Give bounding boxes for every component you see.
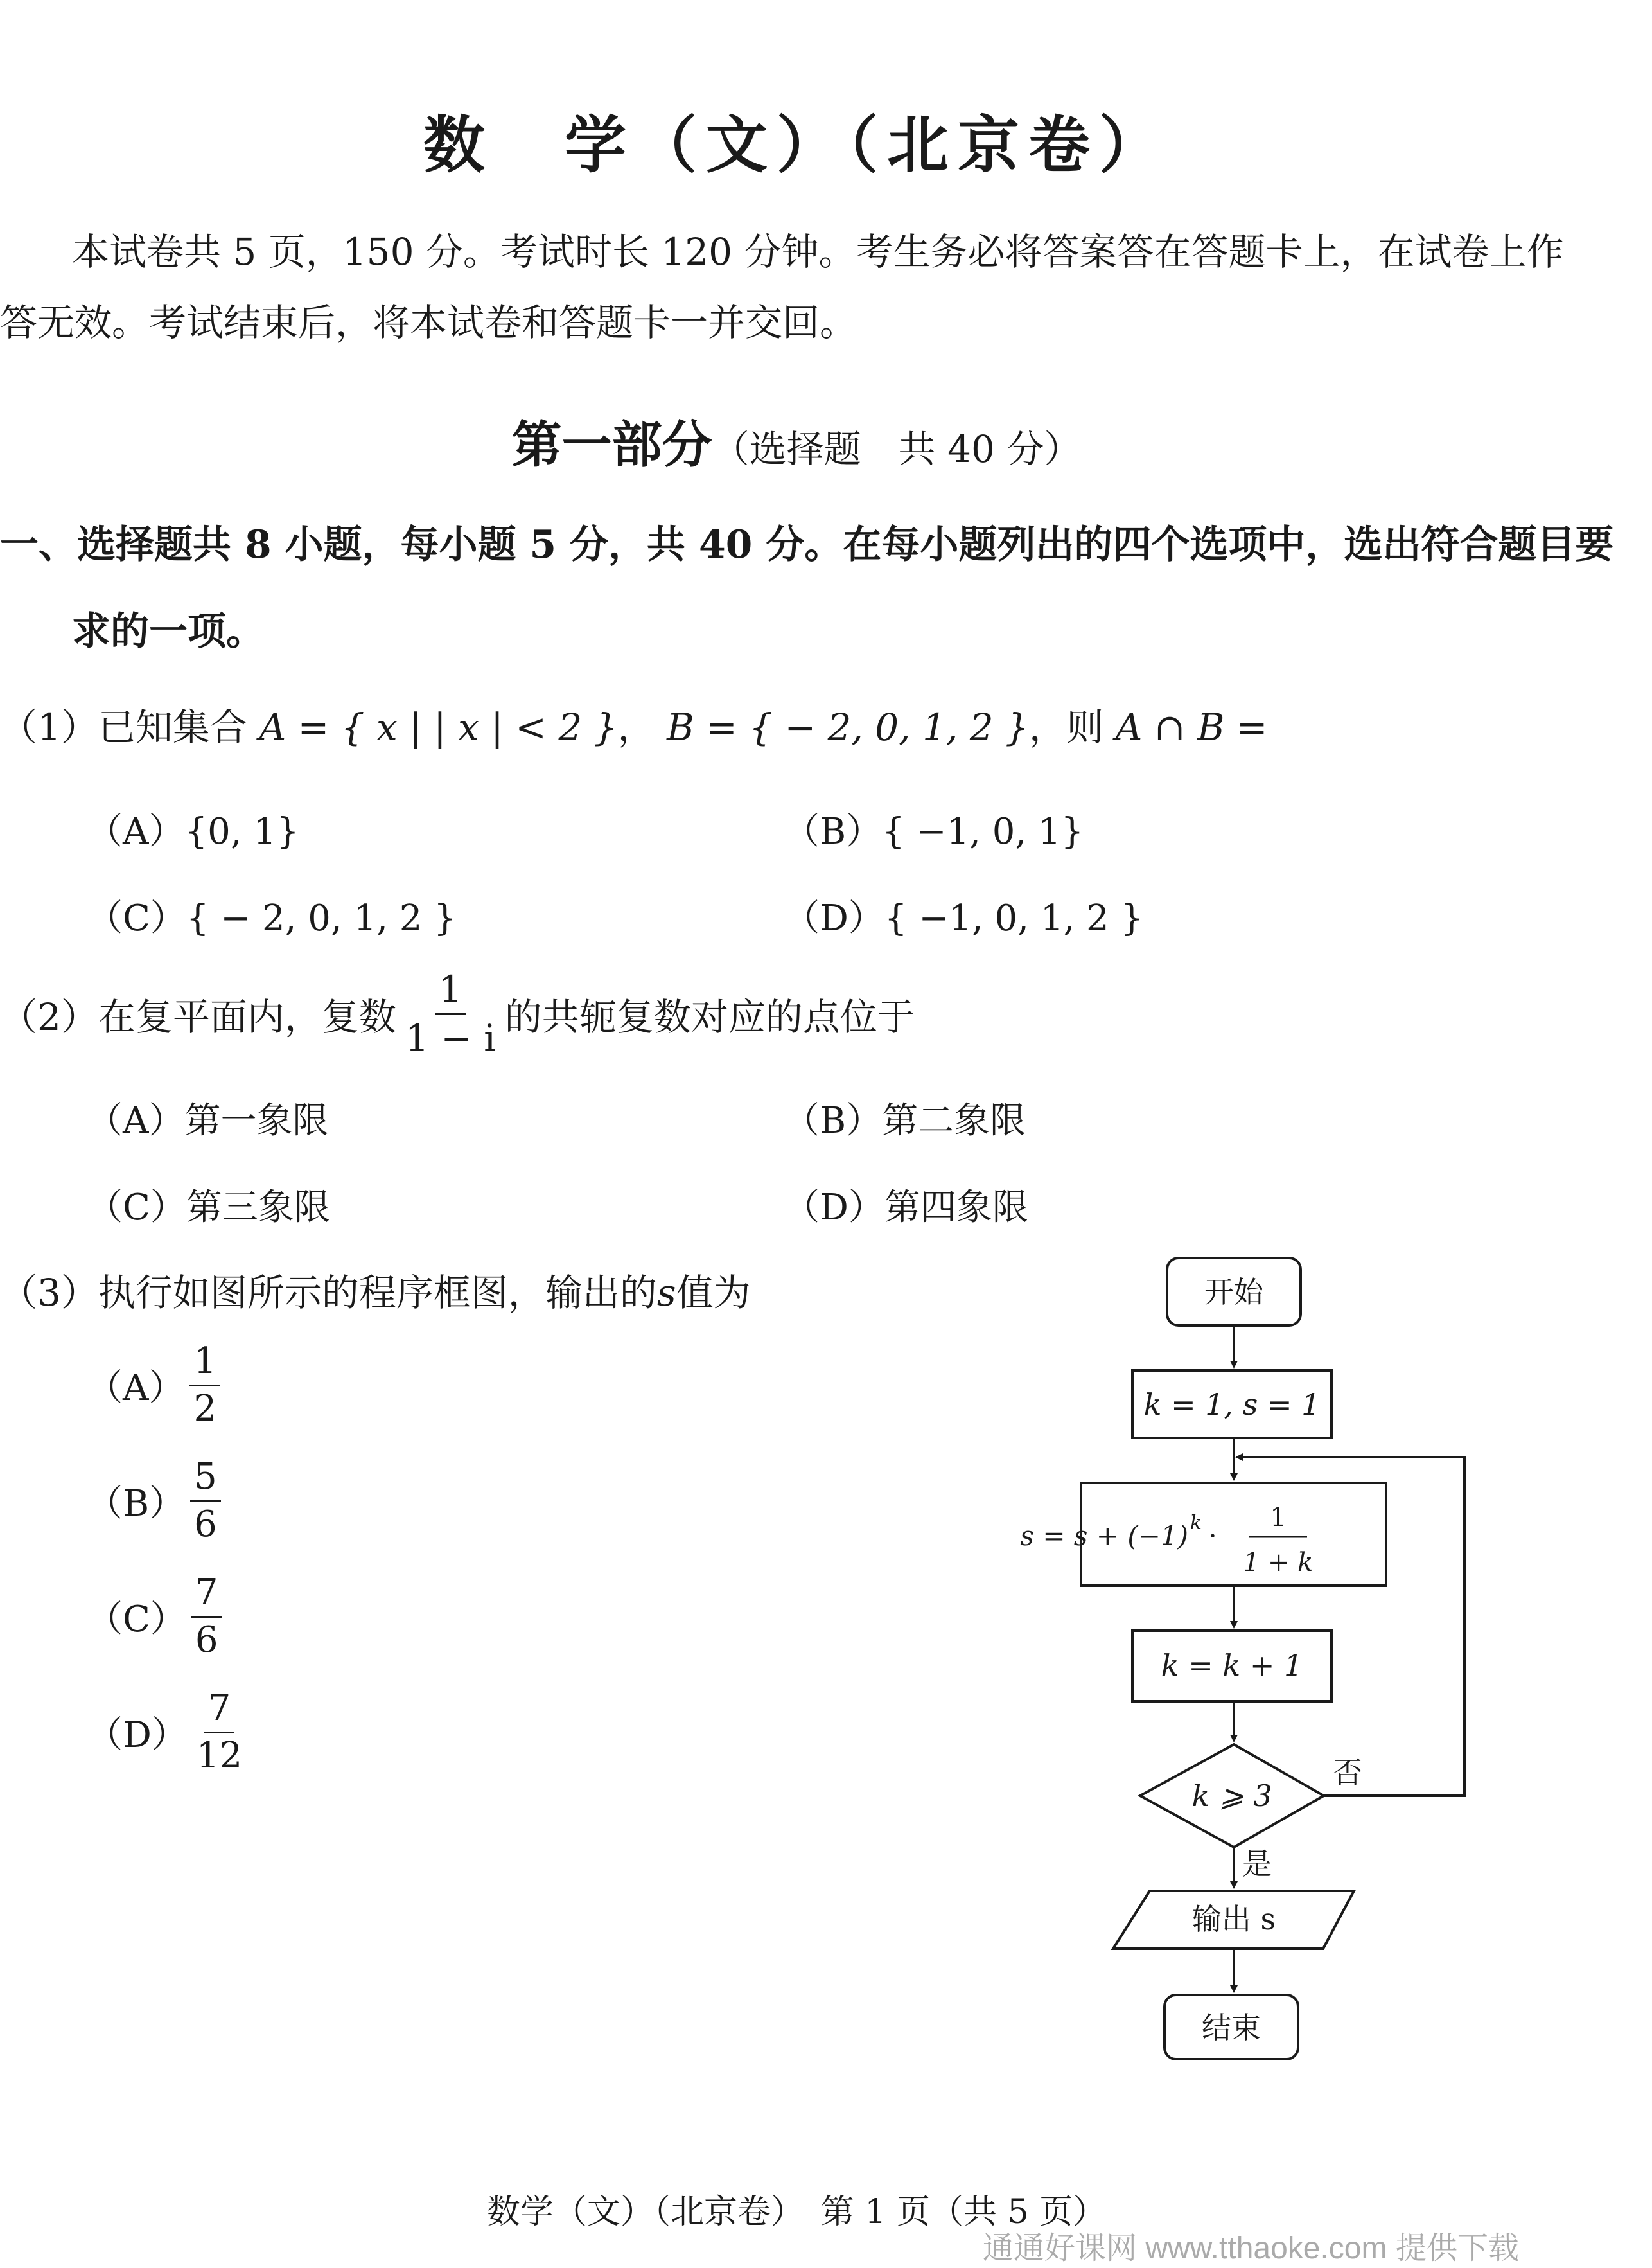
option-text: 第二象限 bbox=[882, 1100, 1026, 1142]
q3-option-b[interactable] bbox=[87, 1458, 226, 1544]
set-a: A = { x | | x | < 2 } bbox=[259, 705, 618, 749]
fraction-numerator: 1 bbox=[435, 970, 466, 1015]
option-text: { −1, 0, 1, 2 } bbox=[884, 898, 1144, 939]
start-label: 开始 bbox=[1204, 1275, 1263, 1309]
option-label: （D） bbox=[784, 1187, 884, 1228]
part-title: 第一部分 bbox=[511, 416, 712, 474]
question-text: 已知集合 bbox=[98, 705, 247, 749]
option-label: （B） bbox=[87, 1483, 186, 1525]
question-number: （3） bbox=[0, 1271, 98, 1315]
q3-option-c[interactable] bbox=[87, 1574, 227, 1660]
end-label: 结束 bbox=[1202, 2010, 1261, 2045]
q1-option-d[interactable] bbox=[784, 890, 1143, 941]
fraction-denominator: 6 bbox=[194, 1503, 217, 1545]
q1-option-c[interactable] bbox=[87, 890, 457, 941]
option-text: { − 2, 0, 1, 2 } bbox=[186, 898, 457, 939]
fraction-numerator: 7 bbox=[204, 1690, 235, 1733]
intersection-expr: A ∩ B = bbox=[1115, 705, 1268, 749]
intro-line-2: 答无效。考试结束后，将本试卷和答题卡一并交回。 bbox=[0, 301, 857, 344]
option-label: （A） bbox=[87, 1367, 185, 1410]
init-label: k = 1, s = 1 bbox=[1143, 1387, 1321, 1422]
page-title: 数 学（文）（北京卷） bbox=[423, 109, 1170, 181]
option-fraction bbox=[190, 1458, 221, 1544]
option-label: （A） bbox=[87, 811, 185, 853]
fraction-denominator: 6 bbox=[195, 1618, 218, 1661]
complex-fraction bbox=[401, 970, 500, 1058]
question-number: （1） bbox=[0, 705, 98, 749]
yes-label: 是 bbox=[1242, 1847, 1272, 1881]
question-2 bbox=[0, 970, 915, 1058]
option-label: （D） bbox=[784, 898, 884, 939]
option-text: {0, 1} bbox=[184, 811, 299, 853]
question-3 bbox=[0, 1262, 751, 1316]
q3-option-d[interactable] bbox=[87, 1687, 251, 1776]
option-label: （C） bbox=[87, 1599, 186, 1641]
q1-option-a[interactable] bbox=[87, 803, 299, 855]
q1-option-b[interactable] bbox=[784, 803, 1084, 855]
option-label: （B） bbox=[784, 811, 883, 853]
update-s-numerator: 1 bbox=[1270, 1503, 1287, 1532]
intro-line-1: 本试卷共 5 页，150 分。考试时长 120 分钟。考生务必将答案答在答题卡上，在试卷上作 bbox=[72, 230, 1564, 274]
q3-option-a[interactable] bbox=[87, 1340, 225, 1430]
update-s-exponent: k bbox=[1190, 1512, 1202, 1534]
question-text: 值为 bbox=[676, 1271, 751, 1315]
fraction-denominator: 1 − i bbox=[405, 1016, 496, 1060]
q2-option-d[interactable] bbox=[784, 1179, 1028, 1230]
option-label: （C） bbox=[87, 1187, 186, 1228]
page-footer: 数学（文）（北京卷） 第 1 页（共 5 页） bbox=[486, 2193, 1107, 2231]
question-text: ，则 bbox=[1029, 705, 1104, 749]
q2-option-a[interactable] bbox=[87, 1092, 328, 1144]
option-label: （C） bbox=[87, 898, 186, 939]
fraction-numerator: 1 bbox=[189, 1343, 220, 1386]
section-instruction-line-2: 求的一项。 bbox=[72, 609, 265, 654]
q2-option-c[interactable] bbox=[87, 1179, 330, 1230]
part-subtitle: （选择题 共 40 分） bbox=[712, 427, 1082, 471]
set-b: B = { − 2, 0, 1, 2 } bbox=[667, 705, 1030, 749]
option-text: 第三象限 bbox=[186, 1187, 330, 1228]
variable-s: s bbox=[656, 1271, 676, 1315]
question-1 bbox=[0, 697, 1268, 751]
option-text: 第四象限 bbox=[884, 1187, 1028, 1228]
update-s-denominator: 1 + k bbox=[1243, 1548, 1314, 1577]
option-fraction bbox=[189, 1340, 220, 1430]
condition-label: k ⩾ 3 bbox=[1191, 1778, 1272, 1813]
option-text: 第一象限 bbox=[184, 1100, 329, 1142]
option-label: （A） bbox=[87, 1100, 185, 1142]
fraction-denominator: 12 bbox=[196, 1734, 243, 1776]
question-text: 的共轭复数对应的点位于 bbox=[504, 995, 915, 1040]
fraction-numerator: 5 bbox=[190, 1458, 221, 1502]
update-k-label: k = k + 1 bbox=[1161, 1648, 1303, 1683]
option-fraction bbox=[193, 1687, 246, 1776]
watermark: 通通好课网 www.tthaoke.com 提供下载 bbox=[983, 2231, 1519, 2265]
no-label: 否 bbox=[1333, 1755, 1362, 1790]
separator: ， bbox=[617, 705, 655, 749]
question-text: 在复平面内，复数 bbox=[98, 995, 396, 1040]
section-instruction-line-1: 一、选择题共 8 小题，每小题 5 分，共 40 分。在每小题列出的四个选项中，选出符合题目要 bbox=[0, 522, 1614, 567]
option-text: { −1, 0, 1} bbox=[882, 811, 1084, 853]
flowchart bbox=[1020, 1240, 1516, 2075]
update-s-dot: · bbox=[1208, 1520, 1217, 1552]
question-text: 执行如图所示的程序框图，输出的 bbox=[98, 1271, 657, 1315]
update-s-lhs: s = s + (−1) bbox=[1020, 1520, 1188, 1552]
part-heading bbox=[0, 405, 1593, 477]
output-label: 输出 s bbox=[1191, 1902, 1276, 1936]
option-label: （D） bbox=[87, 1714, 188, 1757]
option-label: （B） bbox=[784, 1100, 883, 1142]
option-fraction bbox=[191, 1574, 222, 1660]
fraction-numerator: 7 bbox=[191, 1574, 222, 1618]
question-number: （2） bbox=[0, 995, 98, 1040]
fraction-denominator: 2 bbox=[193, 1387, 217, 1430]
q2-option-b[interactable] bbox=[784, 1092, 1026, 1144]
